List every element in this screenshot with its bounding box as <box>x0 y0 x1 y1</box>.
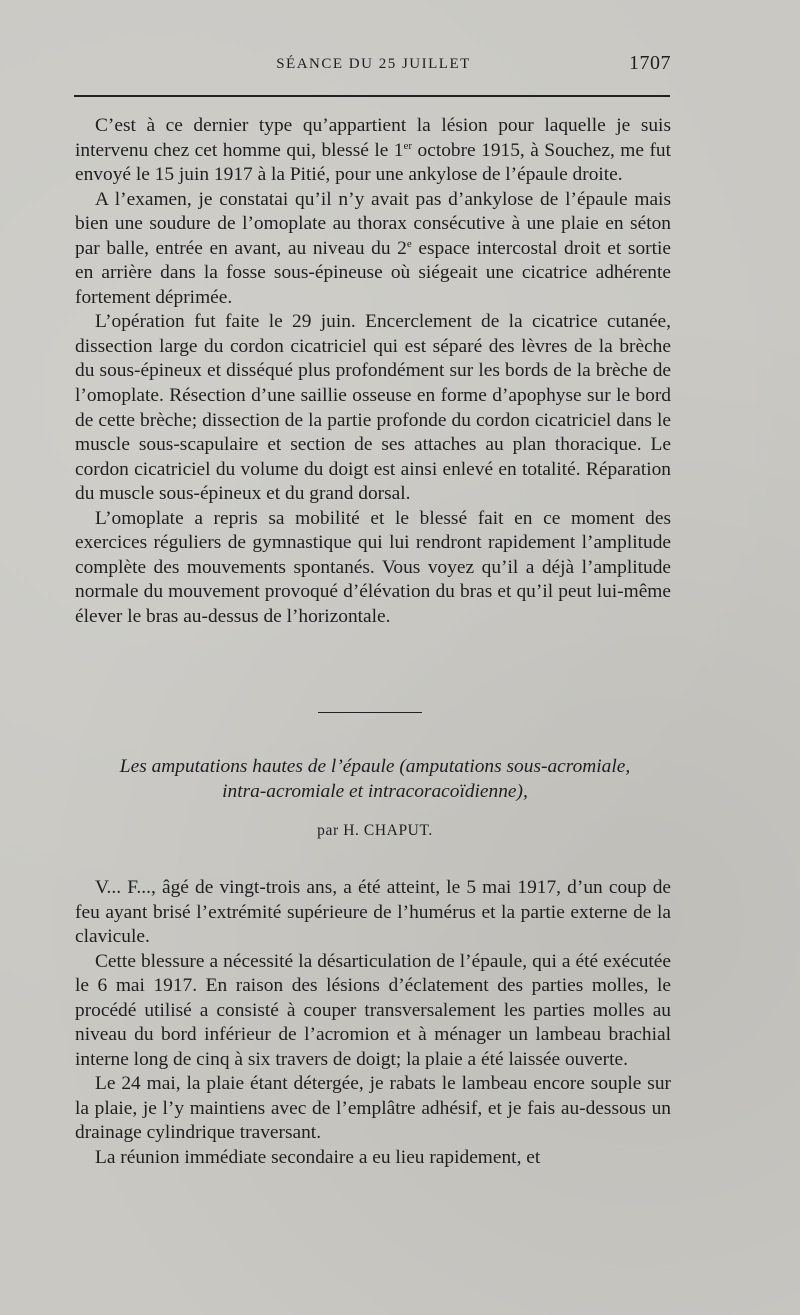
section-divider <box>318 712 422 713</box>
article-title-line-2: intra-acromiale et intracoracoïdienne), <box>222 781 528 802</box>
paragraph: C’est à ce dernier type qu’appartient la lésion pour laquelle je suis intervenu chez cet homme qui, blessé le 1er octobre 1915, à Souchez, me fut envoyé le 15 juin 1917 à la Pitié, pour une ankylose de l’épaule droite. <box>75 115 672 186</box>
article-title-line-1: Les amputations hautes de l’épaule (amputations sous-acromiale, <box>119 756 631 777</box>
body-text-section-2 <box>75 876 671 1171</box>
paragraph: L’omoplate a repris sa mobilité et le blessé fait en ce moment des exercices réguliers de gymnastique qui lui rendront rapidement l’amplitude complète des mouvements spontanés. Vous voyez qu’il a déjà l’amplitude normale du mouvement provoqué d’élévation du bras et qu’il peut lui-même élever le bras au-dessus de l’horizontale. <box>75 507 671 627</box>
paragraph: Cette blessure a nécessité la désarticulation de l’épaule, qui a été exécutée le 6 mai 1917. En raison des lésions d’éclatement des parties molles, le procédé utilisé a consisté à couper transversalement les parties molles au niveau du bord inférieur de l’acromion et à ménager un lambeau brachial interne long de cinq à six travers de doigt; la plaie a été laissée ouverte. <box>75 950 671 1070</box>
paragraph: V... F..., âgé de vingt-trois ans, a été atteint, le 5 mai 1917, d’un coup de feu ayant brisé l’extrémité supérieure de l’humérus et la partie externe de la clavicule. <box>75 877 671 948</box>
paragraph: La réunion immédiate secondaire a eu lieu rapidement, et <box>95 1147 541 1169</box>
paragraph: Le 24 mai, la plaie étant détergée, je rabats le lambeau encore souple sur la plaie, je l’y maintiens avec de l’emplâtre adhésif, et je fais au-dessous un drainage cylindrique traversant. <box>75 1073 671 1144</box>
header-rule <box>74 95 670 97</box>
paragraph: L’opération fut faite le 29 juin. Encerclement de la cicatrice cutanée, dissection large du cordon cicatriciel qui est séparé des lèvres de la brèche du sous-épineux et disséqué plus profondément sur les bords de la brèche de l’omoplate. Résection d’une saillie osseuse en forme d’apophyse sur le bord de cette brèche; dissection de la partie profonde du cordon cicatriciel dans le muscle sous-scapulaire et section de ses attaches au plan thoracique. Le cordon cicatriciel du volume du doigt est ainsi enlevé en totalité. Réparation du muscle sous-épineux et du grand dorsal. <box>75 311 671 505</box>
byline: par H. CHAPUT. <box>317 822 433 839</box>
body-text-section-1 <box>75 114 671 629</box>
running-title: SÉANCE DU 25 JUILLET <box>276 56 471 72</box>
article-title <box>70 754 680 804</box>
paragraph: A l’examen, je constatai qu’il n’y avait pas d’ankylose de l’épaule mais bien une soudure de l’omoplate au thorax consécutive à une plaie en séton par balle, entrée en avant, au niveau du 2e espace intercostal droit et sortie en arrière dans la fosse sous-épineuse où siégeait une cicatrice adhérente fortement déprimée. <box>75 188 671 308</box>
page-number: 1707 <box>629 52 671 74</box>
running-head <box>76 52 671 80</box>
